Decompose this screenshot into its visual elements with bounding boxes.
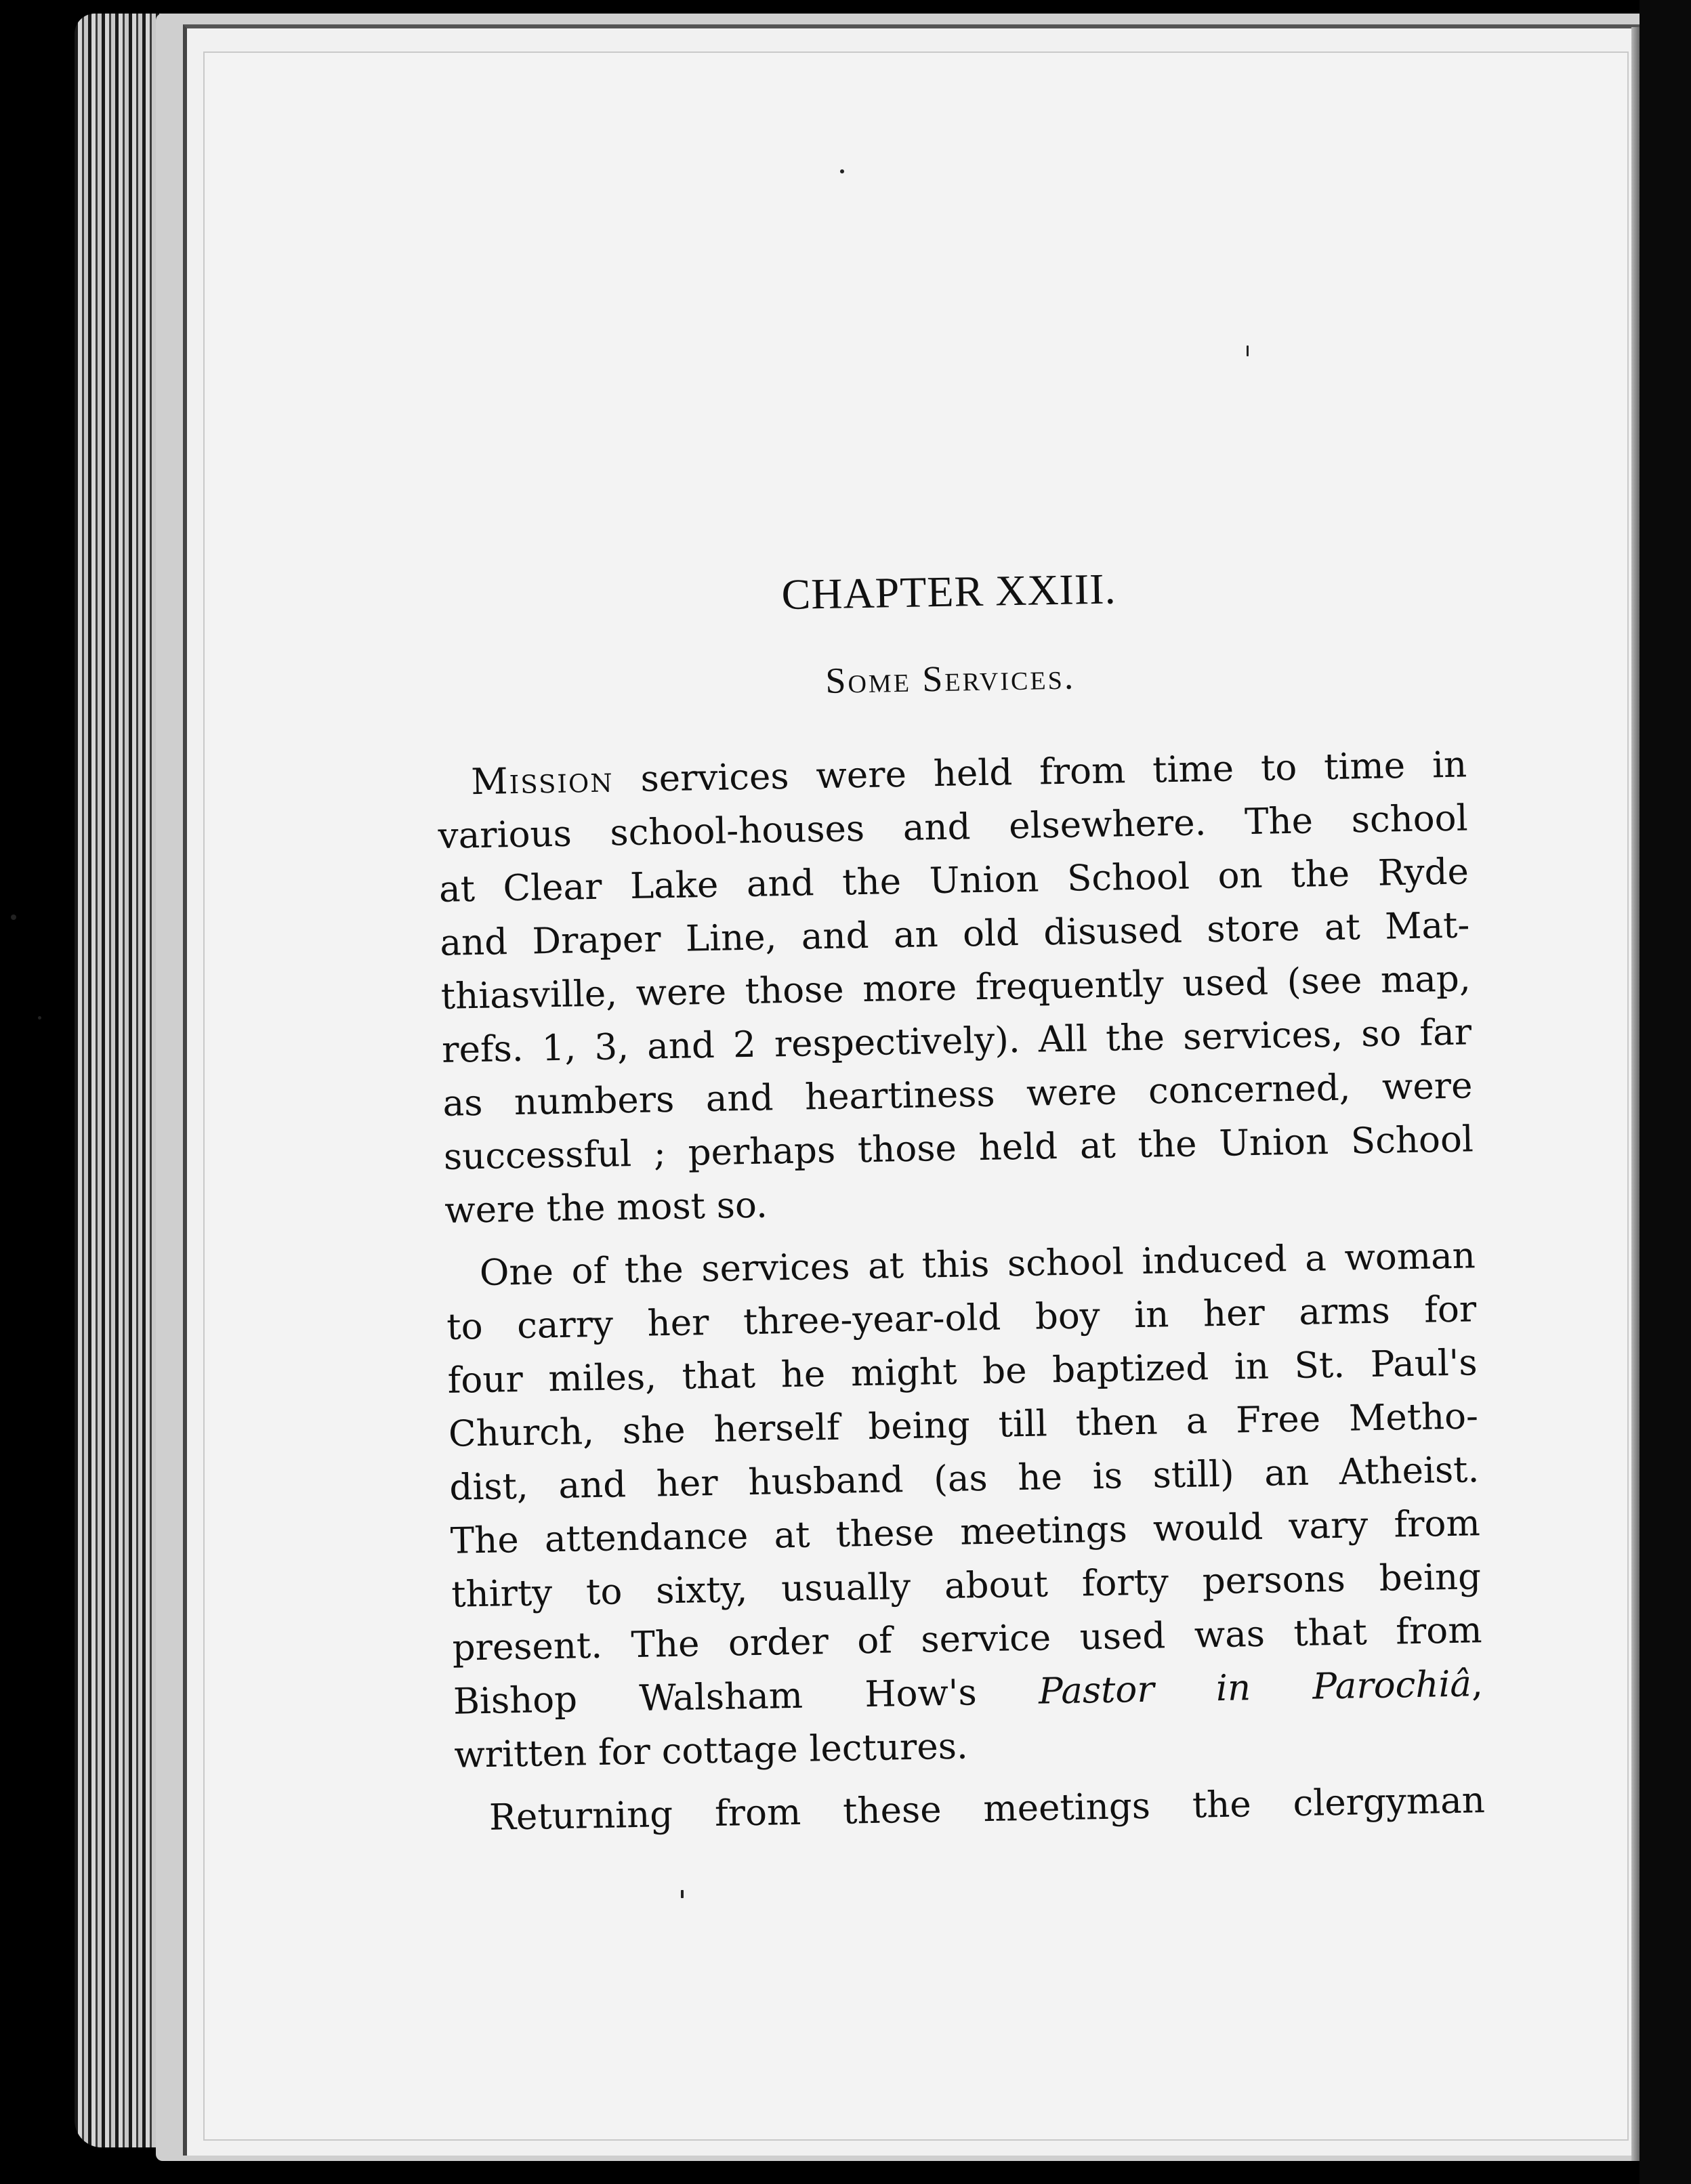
text-line: One of the services at this school induced a woman xyxy=(479,1235,1476,1294)
text-line: to carry her three-year-old boy in her arms for xyxy=(446,1288,1477,1348)
lead-word: Mission xyxy=(470,759,614,803)
book-title-italic: Pastor xyxy=(1038,1668,1155,1713)
text-line: thiasville, were those more frequently used (see map, xyxy=(440,958,1471,1017)
text-line: various school-houses and elsewhere. The school xyxy=(438,797,1469,857)
text-line: were the most so. xyxy=(444,1184,768,1232)
text-line: four miles, that he might be baptized in St. Paul's xyxy=(447,1342,1478,1402)
page-right-edge xyxy=(1631,27,1640,2161)
text-line: at Clear Lake and the Union School on the Ryde xyxy=(438,851,1469,910)
chapter-subtitle: Some Services. xyxy=(824,656,1076,701)
text-line: Returning from these meetings the clergyman xyxy=(488,1780,1486,1839)
scan-right-margin xyxy=(1640,0,1691,2184)
ink-speck xyxy=(1247,345,1249,356)
text-line: present. The order of service used was that from xyxy=(452,1610,1482,1669)
text-line: Church, she herself being till then a Free Metho- xyxy=(448,1395,1479,1455)
text-run: , xyxy=(1471,1663,1484,1705)
ink-speck xyxy=(11,915,16,920)
paragraph-2 xyxy=(445,1229,1484,1782)
text-line-content: services were held from time to time in xyxy=(613,744,1467,801)
ink-speck xyxy=(840,169,844,173)
text-run: Bishop Walsham How's xyxy=(453,1671,1039,1723)
paragraph-1 xyxy=(437,738,1475,1237)
ink-speck xyxy=(681,1890,684,1898)
text-line: as numbers and heartiness were concerned, were xyxy=(442,1065,1473,1125)
text-line: written for cottage lectures. xyxy=(453,1725,969,1776)
text-line: dist, and her husband (as he is still) an Atheist. xyxy=(448,1449,1480,1509)
text-run: in xyxy=(1154,1666,1314,1710)
text-line: successful ; perhaps those held at the Union School xyxy=(443,1118,1474,1178)
chapter-title: CHAPTER XXIII. xyxy=(780,564,1117,619)
text-line: thirty to sixty, usually about forty persons being xyxy=(451,1556,1482,1616)
text-block xyxy=(434,558,1485,1845)
text-line: The attendance at these meetings would vary from xyxy=(450,1503,1481,1562)
ink-speck xyxy=(38,1016,41,1020)
text-line: refs. 1, 3, and 2 respectively). All the services, so far xyxy=(441,1011,1472,1071)
book-title-italic: Parochiâ xyxy=(1312,1663,1472,1708)
text-line: and Draper Line, and an old disused store at Mat- xyxy=(439,904,1470,964)
